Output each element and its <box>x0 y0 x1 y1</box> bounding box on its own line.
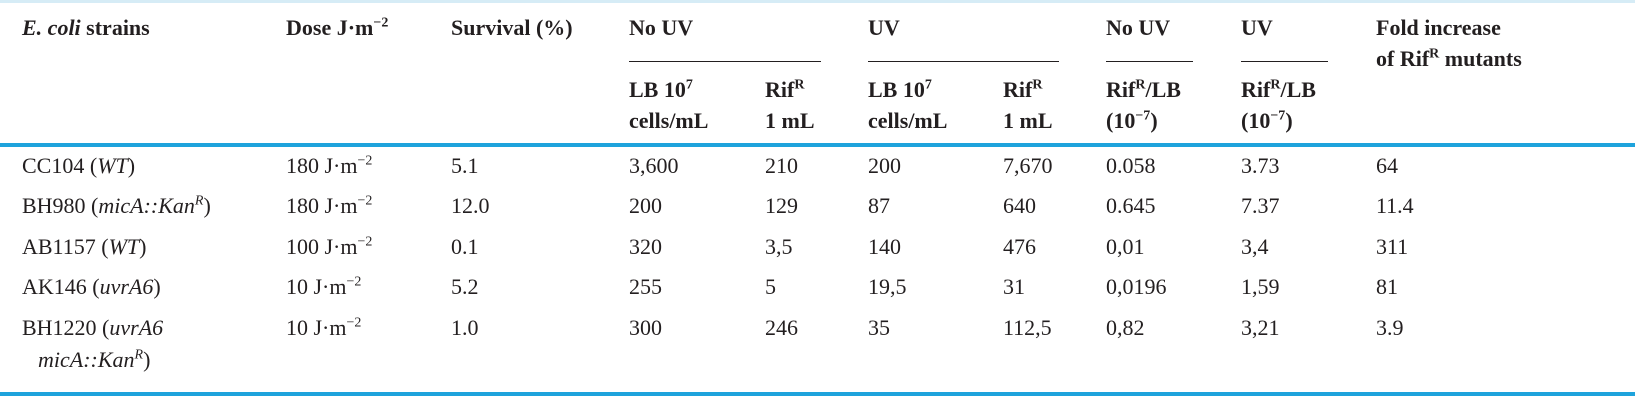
cell-uv-rif: 112,5 <box>1003 315 1052 340</box>
cell-strain <box>22 190 211 222</box>
cell-uv-rif: 31 <box>1003 274 1025 299</box>
cell-strain <box>22 231 146 263</box>
sub-ratio-post: /LB <box>1280 77 1316 102</box>
dose-sup: −2 <box>346 315 362 331</box>
cell-dose <box>286 150 372 182</box>
dose-text: 100 J·m <box>286 234 358 259</box>
cell-uv-ratio: 3,21 <box>1241 315 1280 340</box>
sub-rif-text: Rif <box>765 77 795 102</box>
dose-sup: −2 <box>357 153 373 169</box>
subheader-uv-ratio <box>1241 74 1316 136</box>
cell-fold: 11.4 <box>1376 193 1414 218</box>
cell-dose <box>286 312 361 344</box>
strain-name: AK146 ( <box>22 274 100 299</box>
cell-uv-lb: 35 <box>868 315 890 340</box>
cell-no-uv-ratio: 0,01 <box>1106 234 1145 259</box>
strain-name: BH1220 ( <box>22 315 110 340</box>
cell-survival: 0.1 <box>451 234 479 259</box>
cell-strain <box>22 312 163 376</box>
cell-fold: 64 <box>1376 153 1398 178</box>
header-dose-sup: −2 <box>373 15 389 31</box>
sub-rif-sup: R <box>794 77 805 93</box>
header-strains-rest: strains <box>80 15 150 40</box>
cell-strain <box>22 150 135 182</box>
dose-text: 180 J·m <box>286 153 358 178</box>
header-fold-line2-text: of Rif <box>1376 46 1430 71</box>
strain-close: ) <box>127 153 136 178</box>
strain-sup: R <box>194 193 204 209</box>
sub-lb-text: LB 10 <box>868 77 925 102</box>
subheader-uv-lb <box>868 74 947 136</box>
sub-ratio-line2-sup: −7 <box>1135 108 1151 124</box>
header-fold-line1: Fold increase <box>1376 15 1501 40</box>
cell-no-uv-lb: 320 <box>629 234 662 259</box>
sub-ratio-sup: R <box>1270 77 1281 93</box>
strain-line2-sup: R <box>134 347 144 363</box>
header-fold-increase <box>1376 12 1522 74</box>
dose-text: 10 J·m <box>286 274 347 299</box>
strain-line2-close: ) <box>143 347 151 372</box>
cell-survival: 5.2 <box>451 274 479 299</box>
subheader-no-uv-ratio <box>1106 74 1181 136</box>
strain-close: ) <box>139 234 147 259</box>
sub-rif-sup: R <box>1032 77 1043 93</box>
header-dose <box>286 12 388 44</box>
strain-close: ) <box>153 274 161 299</box>
cell-uv-lb: 140 <box>868 234 901 259</box>
cell-no-uv-lb: 3,600 <box>629 153 679 178</box>
header-fold-line2-sup: R <box>1429 46 1440 62</box>
sub-rif-line2: 1 mL <box>765 108 815 133</box>
strain-genotype: WT <box>97 153 128 178</box>
strain-genotype: WT <box>108 234 140 259</box>
cell-uv-ratio: 3,4 <box>1241 234 1269 259</box>
group-no-uv-ratio-underline <box>1106 61 1193 62</box>
group-no-uv-underline <box>629 61 821 62</box>
header-strains-italic: E. coli <box>22 15 81 40</box>
cell-no-uv-ratio: 0.645 <box>1106 193 1156 218</box>
sub-lb-sup: 7 <box>924 77 932 93</box>
subheader-no-uv-rif <box>765 74 815 136</box>
cell-uv-lb: 87 <box>868 193 890 218</box>
strain-line2: micA::Kan <box>38 347 135 372</box>
cell-uv-rif: 476 <box>1003 234 1036 259</box>
cell-no-uv-ratio: 0,0196 <box>1106 274 1167 299</box>
group-uv-underline <box>868 61 1059 62</box>
strain-close: ) <box>203 193 211 218</box>
strain-name: BH980 ( <box>22 193 99 218</box>
cell-survival: 5.1 <box>451 153 479 178</box>
cell-uv-ratio: 1,59 <box>1241 274 1280 299</box>
header-rule <box>0 143 1635 147</box>
sub-ratio-pre: Rif <box>1241 77 1271 102</box>
dose-sup: −2 <box>357 193 373 209</box>
cell-fold: 3.9 <box>1376 315 1404 340</box>
header-survival: Survival (%) <box>451 15 573 40</box>
dose-sup: −2 <box>357 234 373 250</box>
cell-no-uv-rif: 129 <box>765 193 798 218</box>
sub-ratio-post: /LB <box>1145 77 1181 102</box>
sub-ratio-line2-post: ) <box>1150 108 1158 133</box>
group-uv-ratio-underline <box>1241 61 1328 62</box>
sub-lb-sup: 7 <box>685 77 693 93</box>
strain-genotype: uvrA6 <box>109 315 164 340</box>
header-strains <box>22 12 150 44</box>
sub-ratio-line2-sup: −7 <box>1270 108 1286 124</box>
sub-ratio-line2-pre: (10 <box>1106 108 1136 133</box>
sub-ratio-pre: Rif <box>1106 77 1136 102</box>
cell-uv-ratio: 7.37 <box>1241 193 1280 218</box>
sub-ratio-sup: R <box>1135 77 1146 93</box>
strain-genotype: micA::Kan <box>98 193 195 218</box>
cell-uv-rif: 7,670 <box>1003 153 1053 178</box>
cell-no-uv-lb: 255 <box>629 274 662 299</box>
cell-uv-lb: 19,5 <box>868 274 907 299</box>
header-group-no-uv-ratio: No UV <box>1106 15 1171 40</box>
sub-rif-text: Rif <box>1003 77 1033 102</box>
cell-uv-rif: 640 <box>1003 193 1036 218</box>
top-border <box>0 0 1635 3</box>
header-group-uv-ratio: UV <box>1241 15 1273 40</box>
strain-name: CC104 ( <box>22 153 98 178</box>
subheader-no-uv-lb <box>629 74 708 136</box>
strain-name: AB1157 ( <box>22 234 109 259</box>
cell-no-uv-rif: 5 <box>765 274 776 299</box>
cell-no-uv-ratio: 0,82 <box>1106 315 1145 340</box>
cell-no-uv-rif: 3,5 <box>765 234 793 259</box>
cell-uv-lb: 200 <box>868 153 901 178</box>
header-group-uv: UV <box>868 15 900 40</box>
cell-no-uv-rif: 246 <box>765 315 798 340</box>
cell-no-uv-lb: 300 <box>629 315 662 340</box>
dose-text: 180 J·m <box>286 193 358 218</box>
cell-survival: 12.0 <box>451 193 490 218</box>
cell-strain <box>22 271 161 303</box>
cell-dose <box>286 231 372 263</box>
strain-genotype: uvrA6 <box>99 274 154 299</box>
bottom-rule <box>0 392 1635 396</box>
header-fold-line2-rest: mutants <box>1439 46 1522 71</box>
sub-lb-line2: cells/mL <box>868 108 948 133</box>
cell-fold: 81 <box>1376 274 1398 299</box>
dose-sup: −2 <box>346 274 362 290</box>
cell-no-uv-rif: 210 <box>765 153 798 178</box>
dose-text: 10 J·m <box>286 315 347 340</box>
sub-ratio-line2-post: ) <box>1285 108 1293 133</box>
header-dose-text: Dose J·m <box>286 15 374 40</box>
sub-ratio-line2-pre: (10 <box>1241 108 1271 133</box>
sub-rif-line2: 1 mL <box>1003 108 1053 133</box>
cell-fold: 311 <box>1376 234 1409 259</box>
header-group-no-uv: No UV <box>629 15 694 40</box>
cell-no-uv-ratio: 0.058 <box>1106 153 1156 178</box>
sub-lb-text: LB 10 <box>629 77 686 102</box>
sub-lb-line2: cells/mL <box>629 108 709 133</box>
cell-no-uv-lb: 200 <box>629 193 662 218</box>
cell-dose <box>286 271 361 303</box>
cell-dose <box>286 190 372 222</box>
subheader-uv-rif <box>1003 74 1053 136</box>
cell-uv-ratio: 3.73 <box>1241 153 1280 178</box>
cell-survival: 1.0 <box>451 315 479 340</box>
